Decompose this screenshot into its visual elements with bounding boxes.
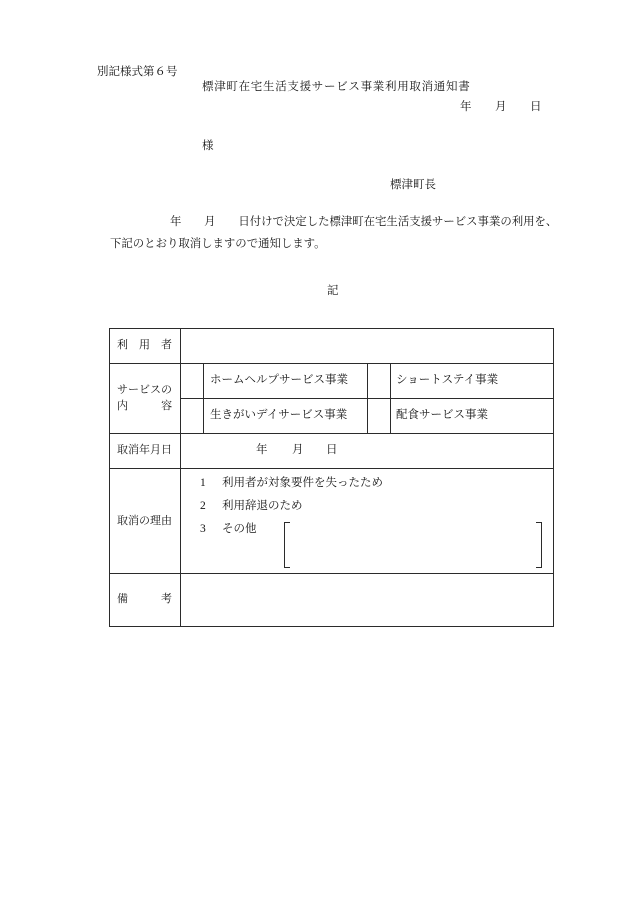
- reason-text: 利用辞退のため: [222, 500, 303, 512]
- service-label-line-2: 内 容: [117, 400, 176, 412]
- service-check-cell: [181, 399, 203, 433]
- row-divider: [109, 363, 554, 364]
- reason-label: 取消の理由: [117, 515, 172, 527]
- body-line-2: 下記のとおり取消しますので通知します。: [110, 238, 326, 250]
- service-check-cell: [368, 399, 390, 433]
- date-month-label: 月: [495, 101, 507, 113]
- service-short-stay: ショートステイ事業: [396, 374, 499, 386]
- cancel-date-label: 取消年月日: [117, 444, 172, 456]
- reason-text: その他: [222, 523, 257, 535]
- service-home-help: ホームヘルプサービス事業: [210, 374, 348, 386]
- remarks-label: 備 考: [117, 593, 172, 605]
- check-column-divider: [390, 363, 391, 433]
- reason-number: 2: [200, 500, 206, 512]
- cancel-date-day: 日: [326, 444, 338, 456]
- date-year-label: 年: [460, 101, 472, 113]
- table-border-right: [553, 328, 554, 627]
- row-divider: [109, 433, 554, 434]
- ki-heading: 記: [327, 285, 339, 297]
- service-label-line-1: サービスの: [117, 384, 172, 396]
- service-meal-delivery: 配食サービス事業: [396, 409, 488, 421]
- user-label: 利 用 者: [117, 339, 172, 351]
- cancel-date-year: 年: [256, 444, 268, 456]
- table-border-left: [109, 328, 110, 627]
- document-title: 標津町在宅生活支援サービス事業利用取消通知書: [202, 81, 471, 93]
- reason-text: 利用者が対象要件を失ったため: [222, 477, 383, 489]
- user-value-cell: [181, 329, 553, 363]
- service-check-cell: [181, 364, 203, 398]
- table-border-bottom: [109, 626, 554, 627]
- reason-number: 3: [200, 523, 206, 535]
- form-number: 別記様式第６号: [97, 66, 178, 78]
- date-day-label: 日: [530, 101, 542, 113]
- addressee-suffix: 様: [202, 140, 214, 152]
- remarks-value-cell: [181, 574, 553, 626]
- service-ikigai-day: 生きがいデイサービス事業: [210, 409, 348, 421]
- other-reason-field: [290, 523, 535, 566]
- check-column-divider: [203, 363, 204, 433]
- service-check-cell: [368, 364, 390, 398]
- body-line-1: 年 月 日付けで決定した標津町在宅生活支援サービス事業の利用を、: [170, 216, 558, 228]
- cancel-date-month: 月: [292, 444, 304, 456]
- row-divider: [109, 468, 554, 469]
- other-reason-bracket-right: [536, 522, 542, 568]
- reason-number: 1: [200, 477, 206, 489]
- issuer-name: 標津町長: [390, 179, 436, 191]
